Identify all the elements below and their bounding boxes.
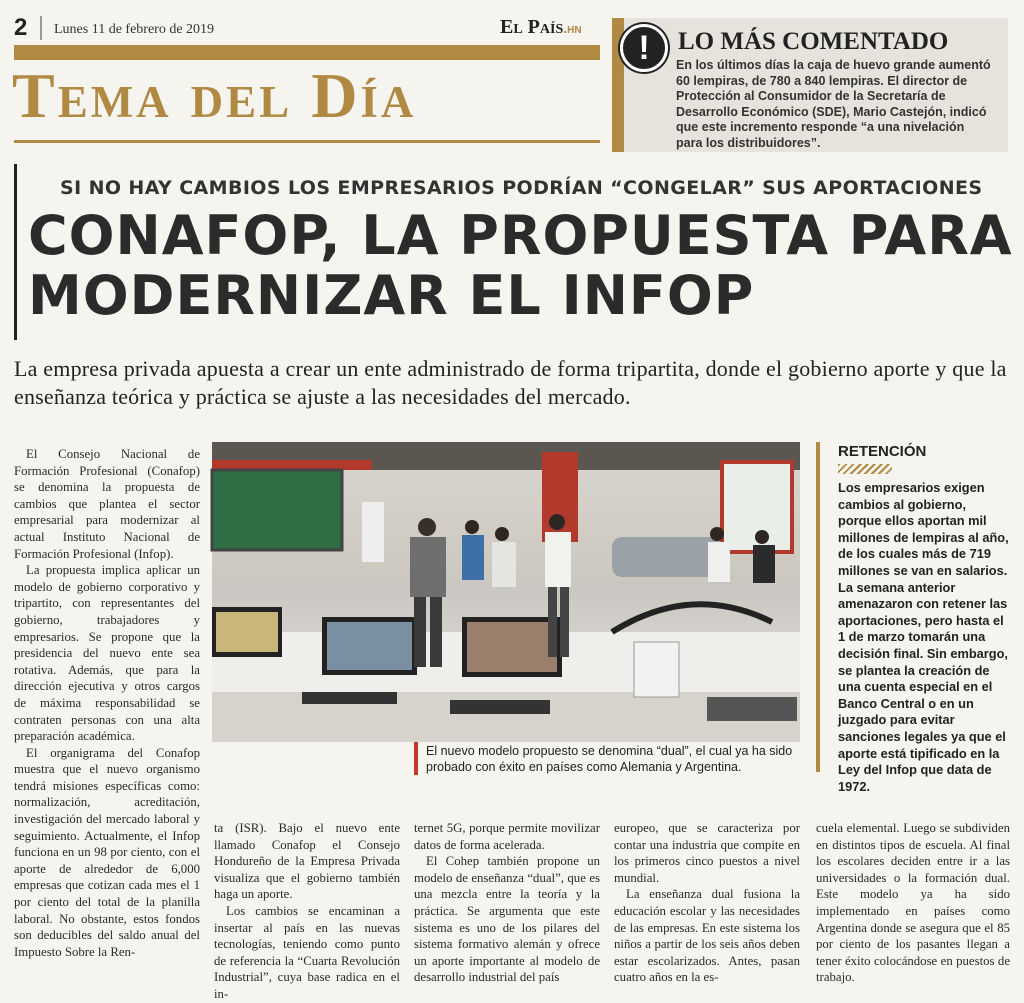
headline: CONAFOP, LA PROPUESTA PARA MODERNIZAR EL INFOP [28,204,1013,327]
mas-comentado-text: En los últimos días la caja de huevo grande aumentó 60 lempiras, de 780 a 840 lempiras. El director de Protección al Consumidor de la Secretaría de Desarrollo Económico (SDE), Mario Castejón, indicó que este incremento responde “a una nivelación para los distribuidores”. [676,58,991,150]
retencion-title: RETENCIÓN [838,443,927,460]
brand-name: El País [500,16,564,38]
paragraph: La propuesta implica aplicar un modelo de gobierno corporativo y tripartito, con representantes del gobierno, trabajadores y empresarios. Se propone que la presidencia del nuevo ente sea rotativa. Además, que para la dirección ejecutiva y otros cargos de máxima responsabilidad se contraten personas con una alta preparación académica. [14,563,200,744]
dateline: Lunes 11 de febrero de 2019 [54,22,215,37]
classroom-photo [212,442,800,742]
photo-caption: El nuevo modelo propuesto se denomina “dual”, el cual ya ha sido probado con éxito en países como Alemania y Argentina. [414,742,798,775]
column-5 [816,820,1010,986]
paragraph: cuela elemental. Luego se subdividen en distintos tipos de escuela. Al final los escolares deciden entre ir a las universidades o la formación dual. Este modelo ya ha sido implementado en países como Argentina donde se asegura que el 85 por ciento de los pasantes llegan a tener éxito colocándose en puestos de trabajo. [816,821,1010,985]
paragraph: El Consejo Nacional de Formación Profesional (Conafop) se denomina la propuesta de cambios que plantea el sector empresarial para modernizar al actual Instituto Nacional de Formación Profesional (Infop). [14,447,200,561]
article-photo [212,442,800,742]
deck: La empresa privada apuesta a crear un ente administrado de forma tripartita, donde el gobierno aporte y que la enseñanza teórica y práctica se ajuste a las necesidades del mercado. [14,356,1007,409]
paragraph: ta (ISR). Bajo el nuevo ente llamado Conafop el Consejo Hondureño de la Empresa Privada visualiza que el gobierno también haga un aporte. [214,821,400,902]
mas-comentado-title: LO MÁS COMENTADO [678,28,949,55]
column-2 [214,820,400,1003]
column-3 [414,820,600,986]
paragraph: ternet 5G, porque permite movilizar datos de forma acelerada. [414,821,600,852]
retencion-text: Los empresarios exigen cambios al gobierno, porque ellos aportan mil millones de lempiras al año, de los cuales más de 719 millones se van en salarios. La semana anterior amenazaron con retener las aportaciones, pero hasta el 1 de marzo tomarán una decisión final. Sin embargo, se plantea la creación de una cuenta especial en el Banco Central o en un juzgado para evitar sanciones legales ya que el aporte está tipificado en la Ley del Infop que data de 1972. [838,480,1009,794]
page-separator [40,16,42,40]
paragraph: El Cohep también propone un modelo de enseñanza “dual”, que es una mezcla entre la teoría y la práctica. Se argumenta que este sistema es uno de los pilares del sistema formativo alemán y ofrece un aporte importante al modelo de desarrollo industrial del país [414,854,600,985]
gold-rule [14,45,600,60]
paragraph: El organigrama del Conafop muestra que el nuevo organismo tendrá misiones específicas como: normalización, acreditación, investigación del mercado laboral y seguimiento. Actualmente, el Infop funciona en un 98 por ciento, con el aporte de alrededor de 6,000 empresas que cotizan cada mes el 1 por ciento del total de la planilla laboral. No obstante, estos fondos son deducibles del saldo anual del Impuesto Sobre la Ren- [14,745,200,959]
column-4 [614,820,800,986]
column-1 [14,446,200,960]
gold-rule-bottom [14,140,600,143]
kicker: SI NO HAY CAMBIOS LOS EMPRESARIOS PODRÍAN “CONGELAR” SUS APORTACIONES [60,177,983,199]
retencion-rule [816,442,820,772]
section-title: Tema del Día [12,60,417,131]
paragraph: La enseñanza dual fusiona la educación escolar y las necesidades de las empresas. En este sistema los niños a partir de los seis años deben estar escolarizados. Antes, pasan cuatro años en la es- [614,887,800,985]
paragraph: europeo, que se caracteriza por contar una industria que compite en los primeros cinco puestos a nivel mundial. [614,821,800,885]
exclamation-icon: ! [620,24,668,72]
brand-logo [500,16,582,39]
brand-suffix: .hn [563,20,582,36]
paragraph: Los cambios se encaminan a insertar al país en las nuevas tecnologías, teniendo como punto de referencia la “Cuarta Revolución Industrial”, cuya base radica en el in- [214,903,400,1001]
page-number: 2 [14,14,28,41]
retencion-hatch [838,464,892,474]
